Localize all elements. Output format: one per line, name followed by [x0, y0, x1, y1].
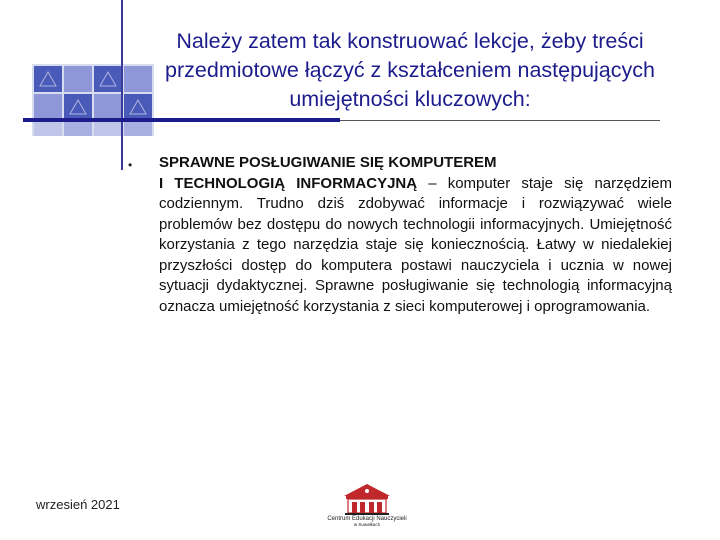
- bullet-paragraph: [159, 153, 672, 317]
- institution-logo: [312, 482, 422, 528]
- title-divider-line: [340, 120, 660, 121]
- vertical-accent-line: [121, 0, 123, 170]
- bullet-heading-line1: SPRAWNE POSŁUGIWANIE SIĘ KOMPUTEREM: [159, 154, 497, 171]
- decorative-tile-pattern: [32, 64, 154, 136]
- slide-title: Należy zatem tak konstruować lekcje, żeby treści przedmiotowe łączyć z kształceniem następujących umiejętności kluczowych:: [165, 29, 655, 111]
- logo-text-line2: w Suwałkach: [353, 522, 381, 527]
- footer-date: wrzesień 2021: [36, 497, 120, 512]
- bullet-heading-line2: I TECHNOLOGIĄ INFORMACYJNĄ: [159, 174, 418, 192]
- horizontal-accent-bar: [23, 118, 340, 122]
- school-building-icon: [344, 484, 390, 515]
- bullet-marker: •: [128, 158, 133, 172]
- logo-text-line1: Centrum Edukacji Nauczycieli: [327, 516, 407, 522]
- bullet-body-text: – komputer staje się narzędziem codziennym. Trudno dziś zdobywać informacje i rozwiązywać wiele problemów bez dostępu do nowych technologii informacyjnych. Umiejętność korzystania z tego narzędzia staje się koniecznością. Łatwy w niedalekiej przyszłości dostęp do komputera postawi nauczyciela i ucznia w nowej sytuacji dydaktycznej. Sprawne posługiwanie się technologią informacyjną oznacza umiejętność korzystania z sieci komputerowej i oprogramowania.: [159, 174, 672, 315]
